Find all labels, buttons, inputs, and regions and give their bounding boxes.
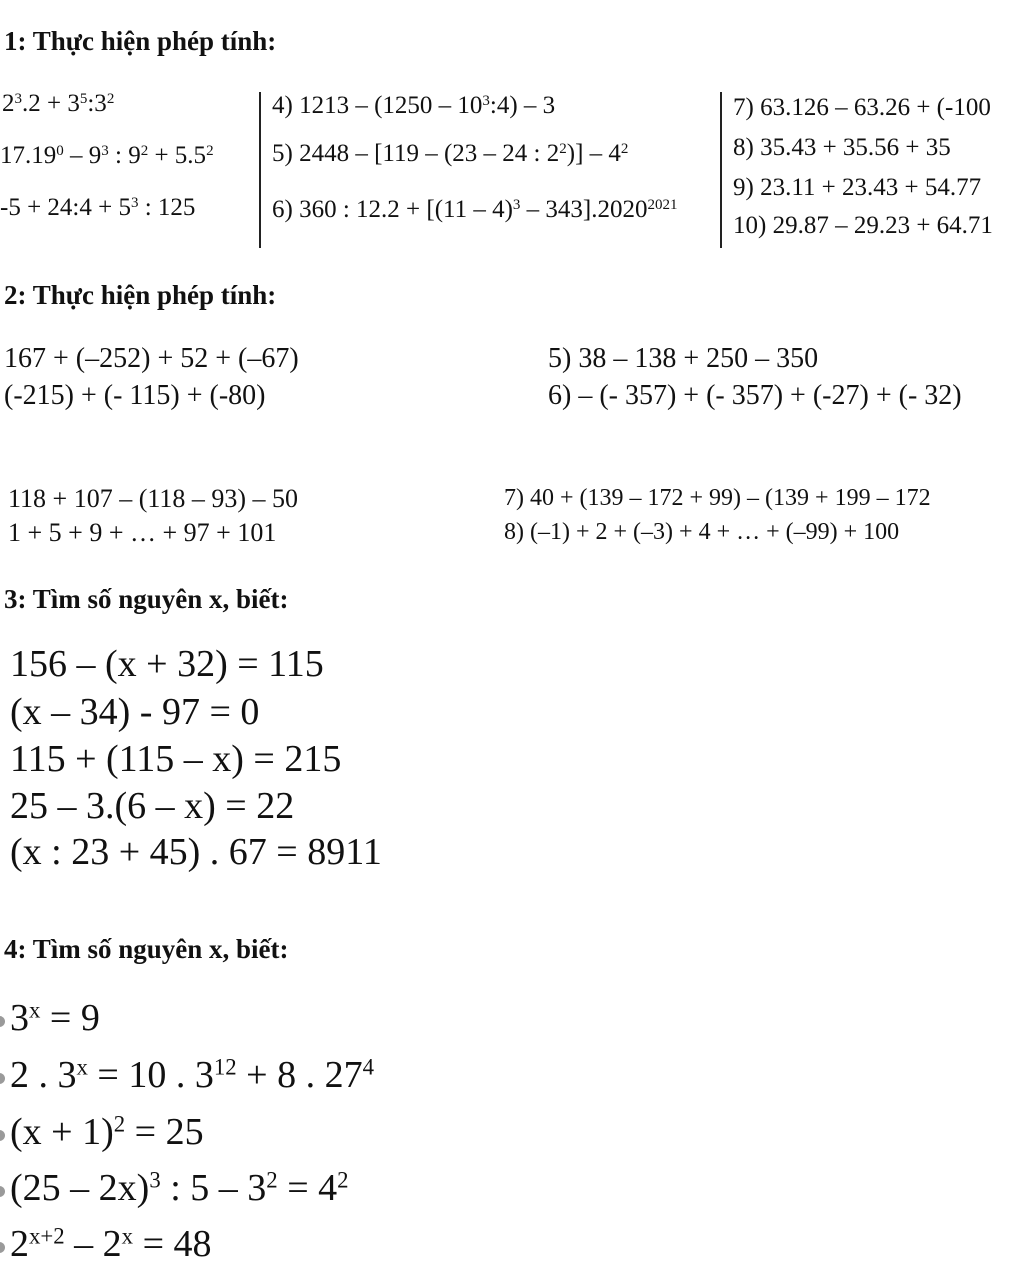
equation-3-4: 25 – 3.(6 – x) = 22 bbox=[10, 785, 295, 827]
equation-4-1: $3^x = 9$ bbox=[10, 997, 100, 1039]
exercise-1-9: 9) 23.11 + 23.43 + 54.77 bbox=[733, 174, 982, 201]
section-1-heading: 1: Thực hiện phép tính: bbox=[4, 26, 277, 56]
exercise-2-1: 167 + (–252) + 52 + (–67) bbox=[4, 343, 299, 374]
equation-3-5: (x : 23 + 45) . 67 = 8911 bbox=[10, 831, 382, 873]
equation-4-5: $2^{x+2} - 2^x = 48$ bbox=[10, 1223, 212, 1265]
exercise-2-6: 6) – (- 357) + (- 357) + (-27) + (- 32) bbox=[548, 380, 962, 411]
section-2-heading: 2: Thực hiện phép tính: bbox=[4, 280, 277, 310]
exercise-1-5: 5) 2448 – [119 – (23 – 24 : $2^2)] - 4^2$ bbox=[272, 140, 629, 167]
exercise-1-8: 8) 35.43 + 35.56 + 35 bbox=[733, 134, 951, 161]
exercise-1-3: -5 + 24:4 + $5^3$ : 125 bbox=[0, 194, 196, 221]
section-4-heading: 4: Tìm số nguyên x, biết: bbox=[4, 934, 289, 964]
bullet-icon bbox=[0, 1073, 5, 1084]
exercise-1-6: 6) 360 : $12.2 + [(11 - 4)^3 - 343].2020^{2021}$ bbox=[272, 196, 678, 223]
exercise-1-2: $17.19^0 - 9^3$ : $9^2 + 5.5^2$ bbox=[0, 142, 214, 169]
exercise-2-5: 5) 38 – 138 + 250 – 350 bbox=[548, 343, 819, 374]
bullet-icon bbox=[0, 1016, 5, 1027]
exercise-1-7: 7) 63.126 – 63.26 + (-100 bbox=[733, 94, 991, 121]
exercise-2-4: 1 + 5 + 9 + … + 97 + 101 bbox=[8, 518, 277, 547]
bullet-icon bbox=[0, 1242, 5, 1253]
equation-4-2: 2 . $3^x = 10$ . $3^{12} + 8$ . $27^4$ bbox=[10, 1054, 374, 1096]
column-divider bbox=[259, 92, 261, 248]
exercise-1-1: $2^3.2$ + $3^5:3^2$ bbox=[2, 90, 115, 117]
exercise-2-2: (-215) + (- 115) + (-80) bbox=[4, 380, 266, 411]
bullet-icon bbox=[0, 1186, 5, 1197]
equation-3-3: 115 + (115 – x) = 215 bbox=[10, 738, 342, 780]
equation-3-1: 156 – (x + 32) = 115 bbox=[10, 643, 324, 685]
exercise-1-4: 4) $1213 - (1250 - 10^3:4) - 3$ bbox=[272, 92, 556, 119]
section-3-heading: 3: Tìm số nguyên x, biết: bbox=[4, 584, 289, 614]
column-divider bbox=[720, 92, 722, 248]
equation-4-4: (25 – 2x)$^3$ : $5 - 3^2 = 4^2$ bbox=[10, 1167, 349, 1209]
equation-4-3: $(x + 1)^2 = 25$ bbox=[10, 1111, 204, 1153]
exercise-1-10: 10) 29.87 – 29.23 + 64.71 bbox=[733, 212, 993, 239]
bullet-icon bbox=[0, 1130, 5, 1141]
exercise-2-7: 7) 40 + (139 – 172 + 99) – (139 + 199 – 172 bbox=[504, 485, 931, 511]
exercise-2-8: 8) (–1) + 2 + (–3) + 4 + … + (–99) + 100 bbox=[504, 519, 900, 545]
equation-3-2: (x – 34) - 97 = 0 bbox=[10, 691, 260, 733]
exercise-2-3: 118 + 107 – (118 – 93) – 50 bbox=[8, 484, 299, 513]
